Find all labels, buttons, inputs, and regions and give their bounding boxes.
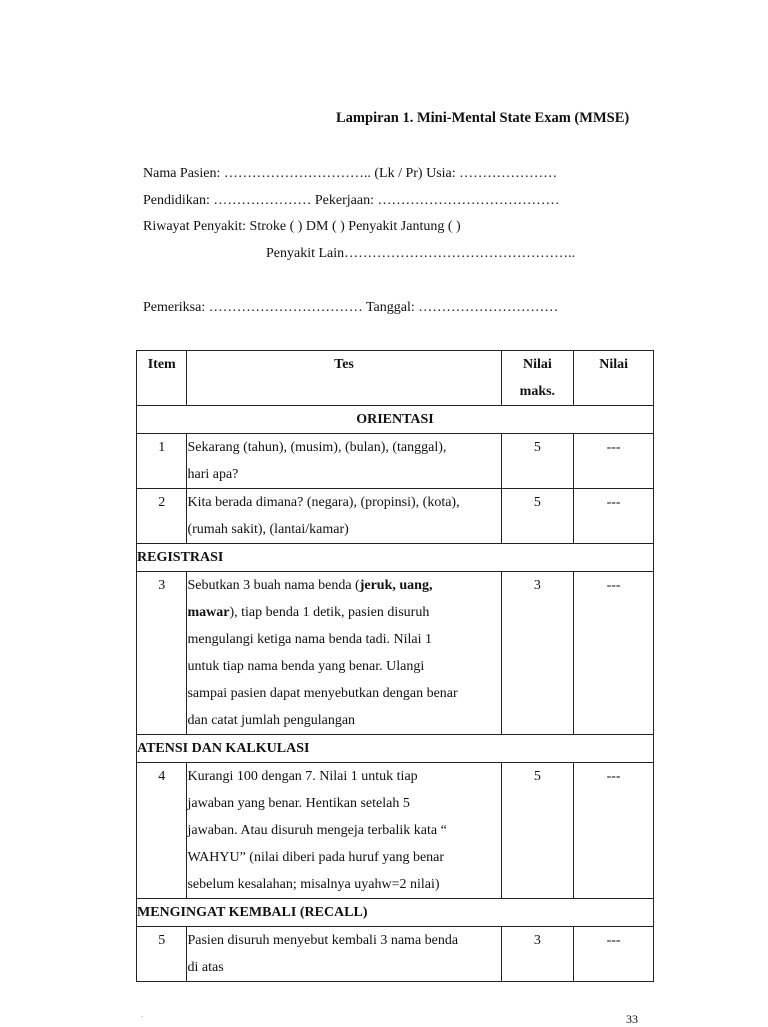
test-line: sampai pasien dapat menyebutkan dengan benar (187, 686, 458, 701)
test-text-bold: jeruk, uang, (359, 578, 433, 593)
test-line: Sekarang (tahun), (musim), (bulan), (tanggal), (187, 440, 447, 455)
page-number: 33 (626, 1012, 638, 1026)
header-item: Item (137, 351, 187, 406)
mmse-table (136, 350, 654, 982)
test-line (187, 572, 500, 599)
test-line: hari apa? (187, 467, 239, 482)
education-occupation-line: Pendidikan: ………………… Pekerjaan: ………………………………… (143, 193, 560, 208)
score: --- (574, 489, 654, 544)
table-row (137, 927, 654, 982)
disease-history-line: Riwayat Penyakit: Stroke ( ) DM ( ) Penyakit Jantung ( ) (143, 219, 461, 234)
test-line: jawaban. Atau disuruh mengeja terbalik kata “ (187, 823, 447, 838)
test-line: sebelum kesalahan; misalnya uyahw=2 nilai) (187, 877, 440, 892)
item-number: 3 (137, 572, 187, 735)
test-description (187, 927, 501, 982)
test-line: di atas (187, 960, 224, 975)
item-number: 1 (137, 434, 187, 489)
document-title: Lampiran 1. Mini-Mental State Exam (MMSE) (336, 110, 630, 126)
header-tes: Tes (187, 351, 501, 406)
section-orientasi: ORIENTASI (137, 406, 654, 434)
item-number: 2 (137, 489, 187, 544)
test-description (187, 572, 501, 735)
test-description (187, 489, 501, 544)
test-line: Pasien disuruh menyebut kembali 3 nama benda (187, 933, 459, 948)
test-line: mengulangi ketiga nama benda tadi. Nilai 1 (187, 632, 433, 647)
table-row (137, 489, 654, 544)
test-description (187, 434, 501, 489)
max-score: 5 (501, 434, 574, 489)
test-line: (rumah sakit), (lantai/kamar) (187, 522, 349, 537)
table-header-row (137, 351, 654, 406)
other-disease-line: Penyakit Lain………………………………………….. (266, 246, 576, 261)
test-line: jawaban yang benar. Hentikan setelah 5 (187, 796, 410, 811)
score: --- (574, 927, 654, 982)
test-text-bold: mawar (187, 605, 230, 620)
section-row-registrasi (137, 544, 654, 572)
patient-name-line: Nama Pasien: ………………………….. (Lk / Pr) Usia: ………………… (143, 166, 558, 181)
test-line (187, 599, 500, 626)
table-row (137, 572, 654, 735)
max-score: 3 (501, 572, 574, 735)
section-recall: MENGINGAT KEMBALI (RECALL) (137, 899, 654, 927)
score: --- (574, 434, 654, 489)
footer-dot: . (141, 1010, 143, 1019)
section-atensi-kalkulasi: ATENSI DAN KALKULASI (137, 735, 654, 763)
header-max-line2: maks. (519, 384, 556, 399)
section-row-recall (137, 899, 654, 927)
section-row-orientasi (137, 406, 654, 434)
item-number: 5 (137, 927, 187, 982)
test-line: Kita berada dimana? (negara), (propinsi), (kota), (187, 495, 460, 510)
header-nilai: Nilai (574, 351, 654, 406)
examiner-date-line: Pemeriksa: …………………………… Tanggal: ………………………… (143, 300, 559, 315)
section-row-atensi (137, 735, 654, 763)
test-line: Kurangi 100 dengan 7. Nilai 1 untuk tiap (187, 769, 418, 784)
score: --- (574, 572, 654, 735)
table-row (137, 434, 654, 489)
score: --- (574, 763, 654, 899)
header-max-line1: Nilai (522, 357, 552, 372)
test-line: WAHYU” (nilai diberi pada huruf yang benar (187, 850, 445, 865)
max-score: 3 (501, 927, 574, 982)
test-description (187, 763, 501, 899)
table-row (137, 763, 654, 899)
test-line: dan catat jumlah pengulangan (187, 713, 356, 728)
item-number: 4 (137, 763, 187, 899)
test-line: untuk tiap nama benda yang benar. Ulangi (187, 659, 425, 674)
max-score: 5 (501, 763, 574, 899)
max-score: 5 (501, 489, 574, 544)
header-max-score (501, 351, 574, 406)
test-text: Sebutkan 3 buah nama benda ( (187, 578, 360, 593)
test-text: ), tiap benda 1 detik, pasien disuruh (229, 605, 430, 620)
section-registrasi: REGISTRASI (137, 544, 654, 572)
